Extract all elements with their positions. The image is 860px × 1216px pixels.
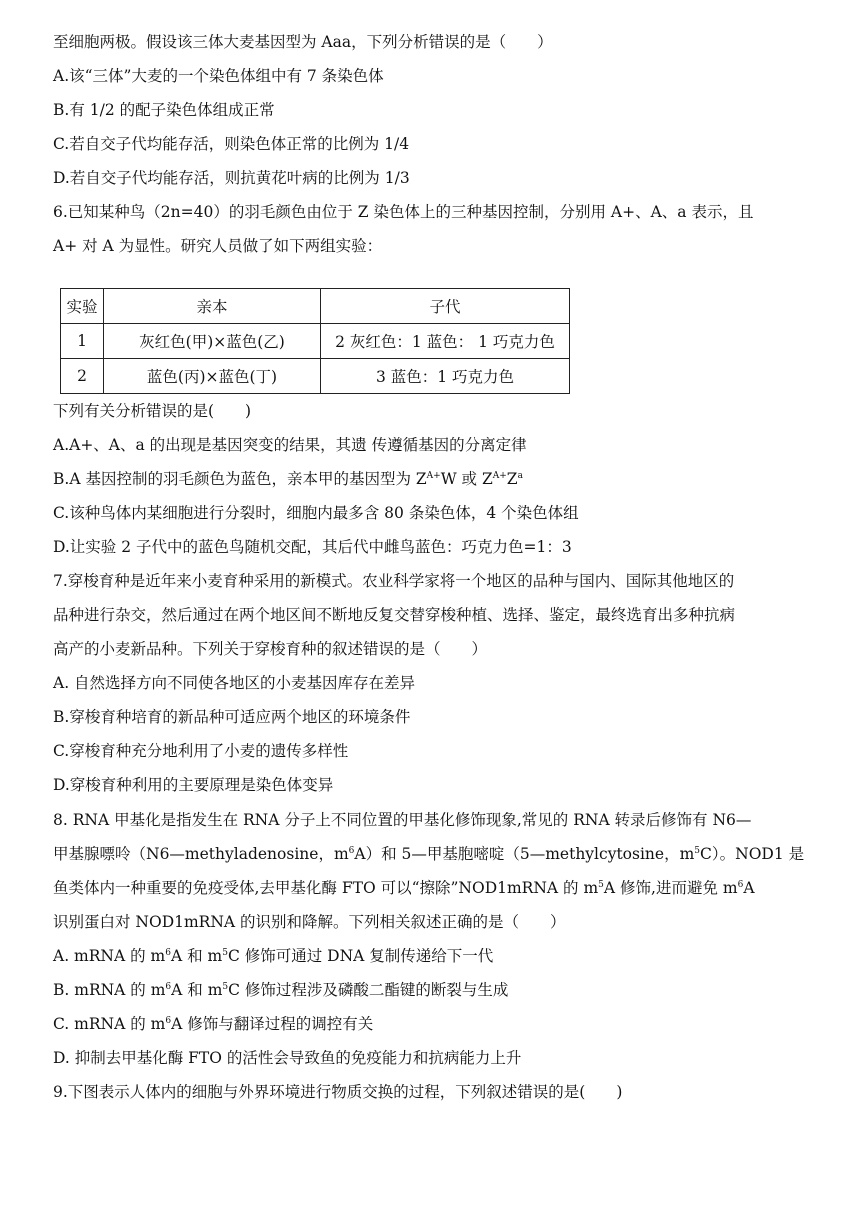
q8-stem-line3: 鱼类体内一种重要的免疫受体,去甲基化酶 FTO 可以“擦除”NOD1mRNA 的 $m^5A$ 修饰,进而避免 $m^6A$ xyxy=(53,879,755,897)
table-cell: 2 灰红色：1 蓝色： 1 巧克力色 xyxy=(321,324,570,359)
table-row xyxy=(61,359,570,394)
q9-stem: 9.下图表示人体内的细胞与外界环境进行物质交换的过程，下列叙述错误的是( ) xyxy=(53,1083,623,1101)
table-cell: 1 xyxy=(61,324,104,359)
q7-stem-line2: 品种进行杂交，然后通过在两个地区间不断地反复交替穿梭种植、选择、鉴定，最终选育出多种抗病 xyxy=(53,606,736,624)
q6-option-c: C.该种鸟体内某细胞进行分裂时，细胞内最多含 80 条染色体，4 个染色体组 xyxy=(53,504,579,522)
table-cell: 灰红色(甲)×蓝色(乙) xyxy=(104,324,321,359)
table-row xyxy=(61,324,570,359)
q8-option-b: B. mRNA 的 $m^6A$ 和 $m^5C$ 修饰过程涉及磷酸二酯键的断裂与生成 xyxy=(53,981,509,999)
q8-stem-line1: 8. RNA 甲基化是指发生在 RNA 分子上不同位置的甲基化修饰现象,常见的 RNA 转录后修饰有 N6— xyxy=(53,811,752,829)
q7-option-a: A. 自然选择方向不同使各地区的小麦基因库存在差异 xyxy=(53,674,416,692)
header-cell: 子代 xyxy=(321,289,570,324)
q6-option-a: A.A+、A、a 的出现是基因突变的结果，其遗 传遵循基因的分离定律 xyxy=(53,436,527,454)
q6-option-d: D.让实验 2 子代中的蓝色鸟随机交配，其后代中雌鸟蓝色：巧克力色=1：3 xyxy=(53,538,572,556)
q6-stem-line2: A+ 对 A 为显性。研究人员做了如下两组实验： xyxy=(53,237,383,255)
q7-stem-line3: 高产的小麦新品种。下列关于穿梭育种的叙述错误的是（ ） xyxy=(53,640,488,658)
q7-option-d: D.穿梭育种利用的主要原理是染色体变异 xyxy=(53,776,334,794)
q5-option-d: D.若自交子代均能存活，则抗黄花叶病的比例为 1/3 xyxy=(53,169,410,187)
table-header-row xyxy=(61,289,570,324)
q8-option-c: C. mRNA 的 $m^6A$ 修饰与翻译过程的调控有关 xyxy=(53,1015,374,1033)
q8-option-a: A. mRNA 的 $m^6A$ 和 $m^5C$ 修饰可通过 DNA 复制传递给下一代 xyxy=(53,947,494,965)
q5-option-b: B.有 1/2 的配子染色体组成正常 xyxy=(53,101,275,119)
q6-option-b: B.A 基因控制的羽毛颜色为蓝色，亲本甲的基因型为 $Z^{A+}W$ 或 $Z^{A+}Z^a$ xyxy=(53,470,523,488)
table-cell: 2 xyxy=(61,359,104,394)
q5-option-c: C.若自交子代均能存活，则染色体正常的比例为 1/4 xyxy=(53,135,410,153)
q7-stem-line1: 7.穿梭育种是近年来小麦育种采用的新模式。农业科学家将一个地区的品种与国内、国际其他地区的 xyxy=(53,572,735,590)
header-cell: 实验 xyxy=(61,289,104,324)
q6-stem-line1: 6.已知某种鸟（2n=40）的羽毛颜色由位于 Z 染色体上的三种基因控制，分别用 A+、A、a 表示，且 xyxy=(53,203,754,221)
table-cell: 蓝色(丙)×蓝色(丁) xyxy=(104,359,321,394)
experiment-table xyxy=(60,288,570,394)
q5-option-a: A.该“三体”大麦的一个染色体组中有 7 条染色体 xyxy=(53,67,384,85)
q8-stem-line2: 甲基腺嘌呤（N6—methyladenosine，$m^6A$）和 5—甲基胞嘧啶（5—methylcytosine，$m^5C$）。NOD1 是 xyxy=(53,845,805,863)
q7-option-b: B.穿梭育种培育的新品种可适应两个地区的环境条件 xyxy=(53,708,411,726)
header-cell: 亲本 xyxy=(104,289,321,324)
table-cell: 3 蓝色：1 巧克力色 xyxy=(321,359,570,394)
q8-stem-line4: 识别蛋白对 NOD1mRNA 的识别和降解。下列相关叙述正确的是（ ） xyxy=(53,913,566,931)
q7-option-c: C.穿梭育种充分地利用了小麦的遗传多样性 xyxy=(53,742,349,760)
q5-stem-end: 至细胞两极。假设该三体大麦基因型为 Aaa，下列分析错误的是（ ） xyxy=(53,33,553,51)
q8-option-d: D. 抑制去甲基化酶 FTO 的活性会导致鱼的免疫能力和抗病能力上升 xyxy=(53,1049,522,1067)
q6-question: 下列有关分析错误的是( ) xyxy=(53,402,252,420)
